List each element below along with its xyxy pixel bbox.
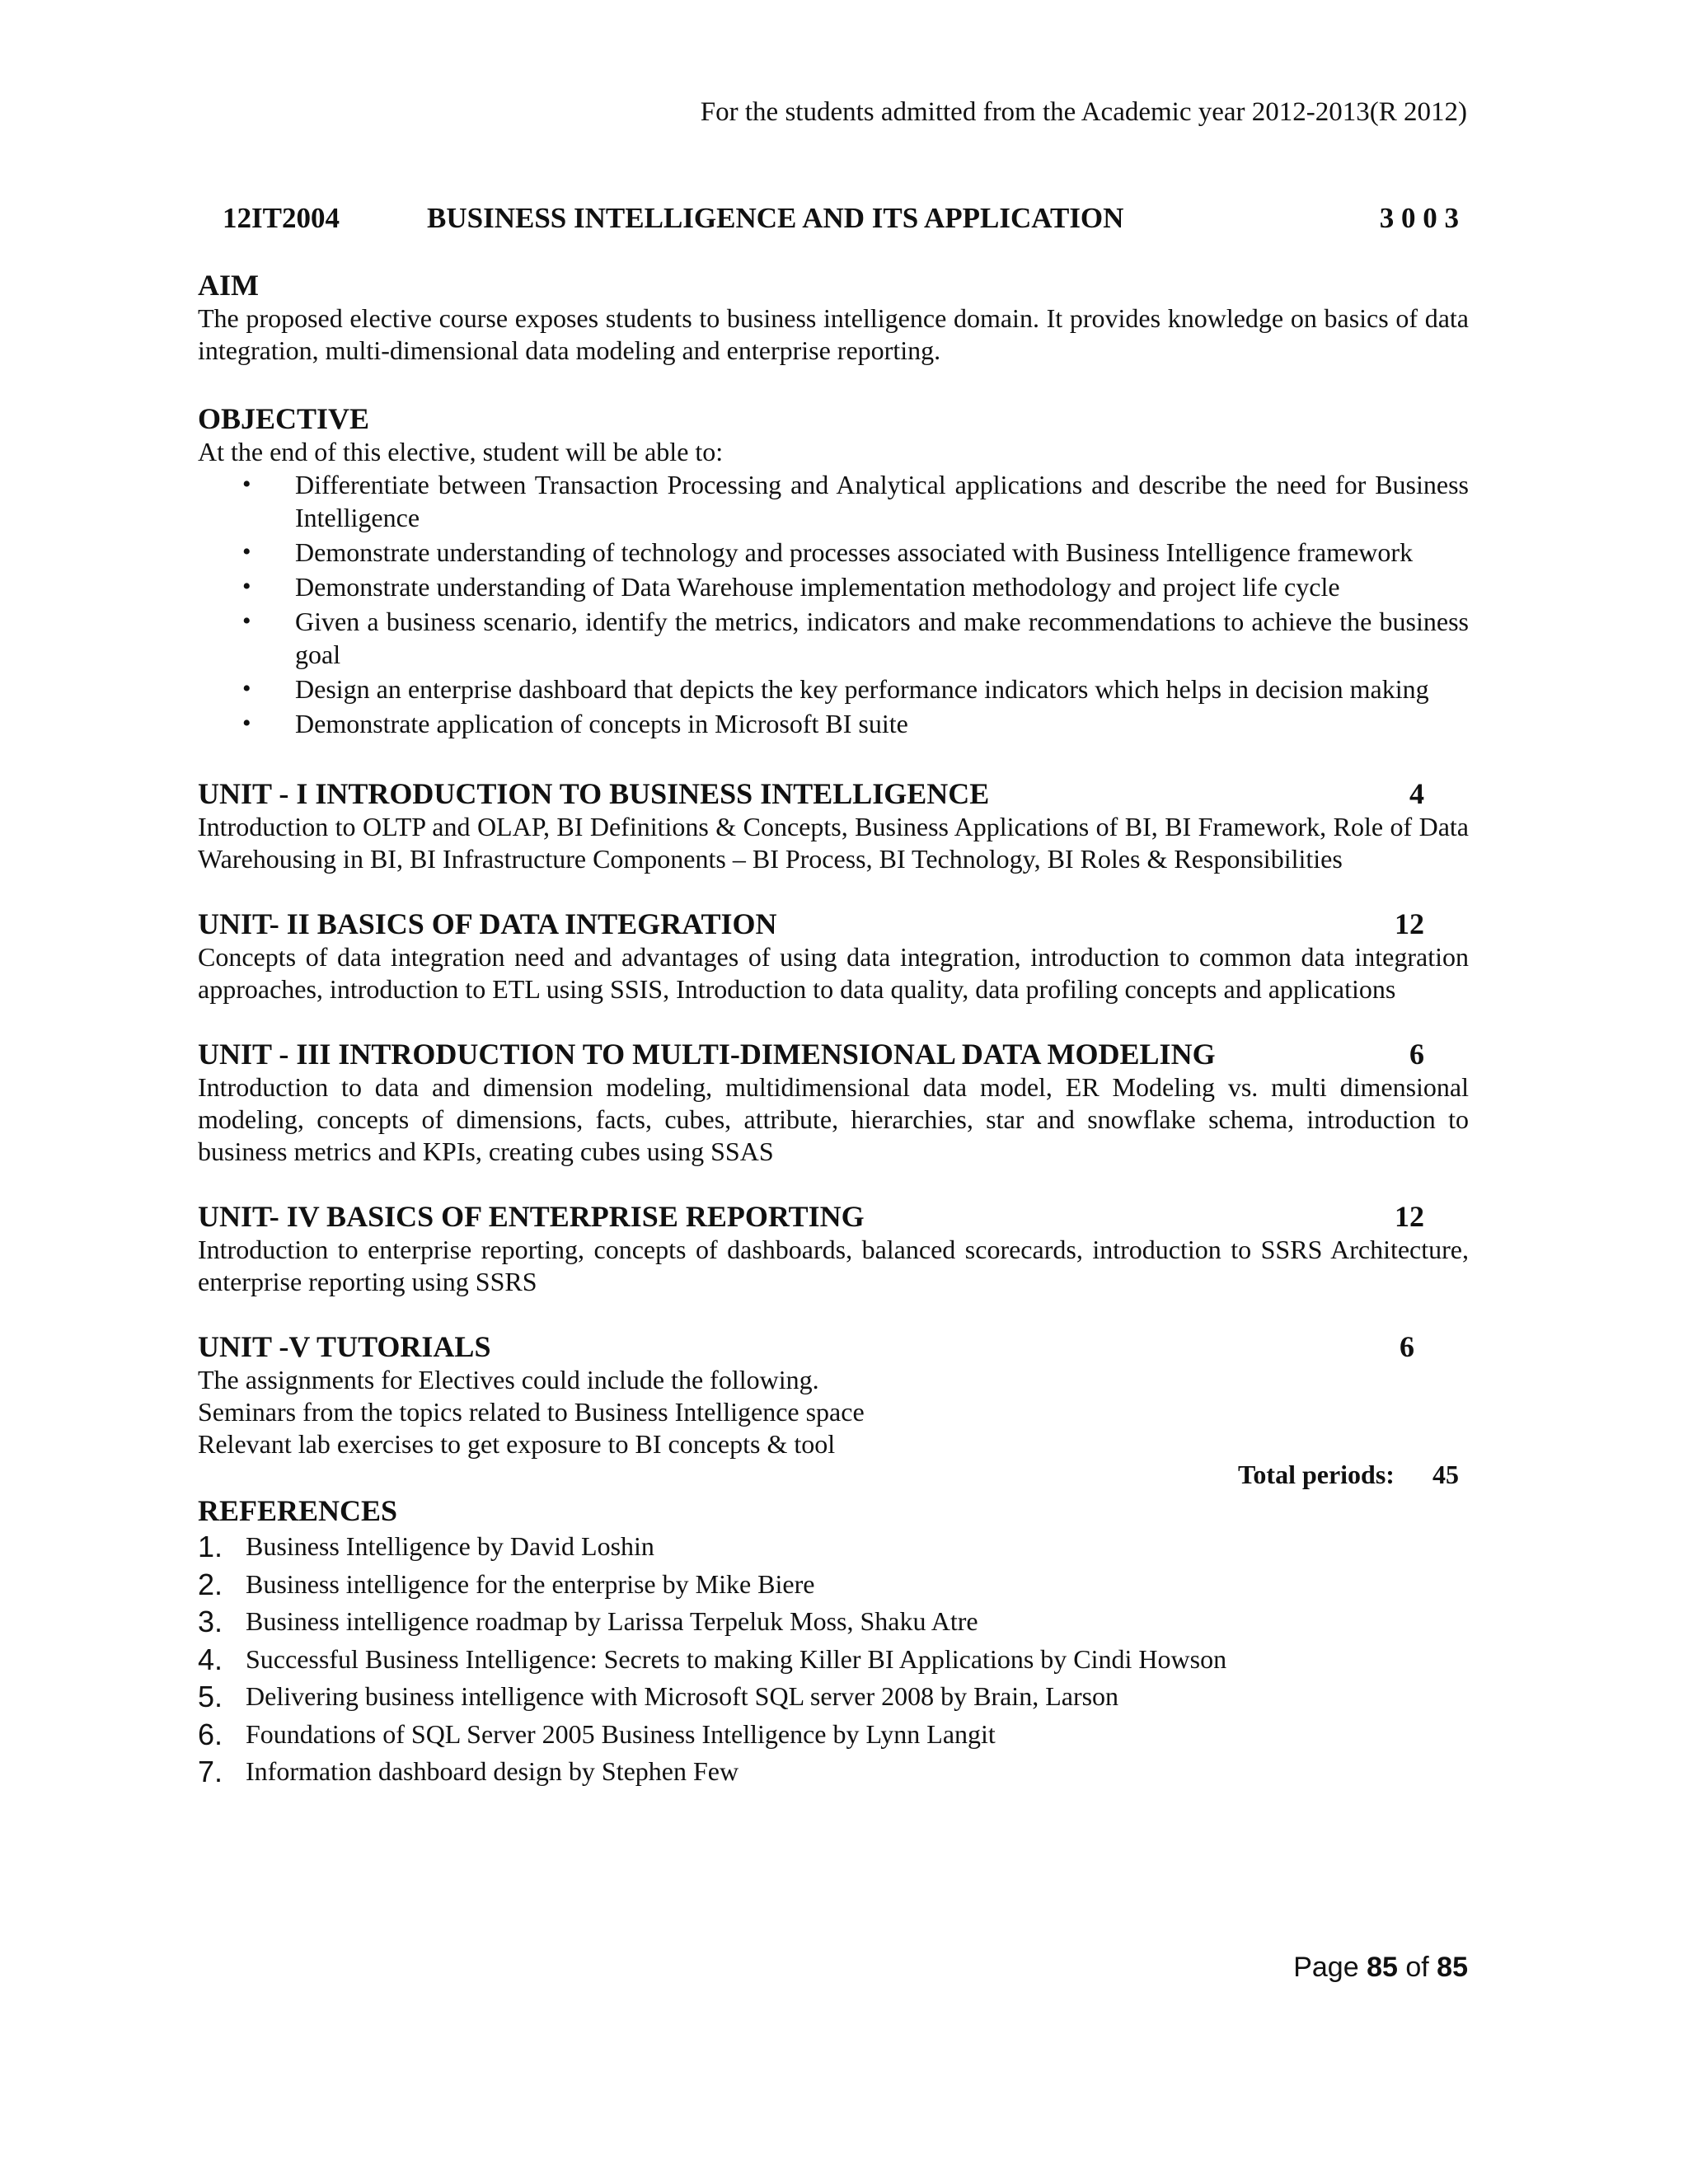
reference-list xyxy=(198,1528,1469,1791)
reference-item xyxy=(198,1678,1469,1716)
current-page: 85 xyxy=(1367,1952,1398,1983)
objective-heading: OBJECTIVE xyxy=(198,402,370,435)
objective-list xyxy=(198,468,1469,740)
bullet-icon: • xyxy=(242,607,251,635)
of-word: of xyxy=(1405,1952,1429,1983)
objective-item xyxy=(198,536,1469,569)
unit-1-heading xyxy=(198,776,1469,811)
unit-1-content: Introduction to OLTP and OLAP, BI Definitions & Concepts, Business Applications of BI, BI Framework, Role of Data Warehousing in BI, BI Infrastructure Components – BI Process, BI Technology, BI Roles & Responsibilities xyxy=(198,812,1469,874)
unit-title: UNIT- II BASICS OF DATA INTEGRATION xyxy=(198,907,777,940)
objective-item xyxy=(198,673,1469,705)
unit-title: UNIT - I INTRODUCTION TO BUSINESS INTELLIGENCE xyxy=(198,777,990,810)
objective-item xyxy=(198,707,1469,740)
page-number xyxy=(1293,1952,1468,1984)
reference-item xyxy=(198,1528,1469,1566)
reference-text: Business intelligence roadmap by Larissa Terpeluk Moss, Shaku Atre xyxy=(246,1606,978,1636)
bullet-icon: • xyxy=(242,710,251,737)
unit-5-heading xyxy=(198,1329,1469,1364)
unit-2-content: Concepts of data integration need and advantages of using data integration, introduction to common data integration approaches, introduction to ETL using SSIS, Introduction to data quality, data profiling concepts and applications xyxy=(198,942,1469,1004)
reference-item xyxy=(198,1753,1469,1791)
unit-4-heading xyxy=(198,1199,1469,1234)
unit-5-line: Relevant lab exercises to get exposure to BI concepts & tool xyxy=(198,1429,836,1459)
unit-title: UNIT - III INTRODUCTION TO MULTI-DIMENSIONAL DATA MODELING xyxy=(198,1038,1216,1071)
objective-item xyxy=(198,570,1469,603)
reference-text: Information dashboard design by Stephen Few xyxy=(246,1756,739,1786)
total-periods-value: 45 xyxy=(1432,1460,1459,1489)
reference-number: 2. xyxy=(198,1567,223,1601)
references-heading: REFERENCES xyxy=(198,1494,398,1527)
page-word: Page xyxy=(1293,1952,1359,1983)
objective-text: Differentiate between Transaction Processing and Analytical applications and describe the need for Business Intelligence xyxy=(295,470,1469,532)
total-pages: 85 xyxy=(1437,1952,1468,1983)
bullet-icon: • xyxy=(242,573,251,600)
course-code: 12IT2004 xyxy=(223,202,340,234)
bullet-icon: • xyxy=(242,675,251,702)
reference-number: 7. xyxy=(198,1755,223,1788)
aim-heading: AIM xyxy=(198,269,259,302)
unit-2-heading xyxy=(198,907,1469,941)
objective-text: Demonstrate understanding of Data Warehouse implementation methodology and project life cycle xyxy=(295,572,1340,602)
unit-title: UNIT -V TUTORIALS xyxy=(198,1330,491,1363)
reference-text: Delivering business intelligence with Microsoft SQL server 2008 by Brain, Larson xyxy=(246,1681,1119,1711)
objective-text: Design an enterprise dashboard that depicts the key performance indicators which helps in decision making xyxy=(295,674,1429,704)
unit-5-line: The assignments for Electives could include the following. xyxy=(198,1365,819,1394)
objective-text: Demonstrate understanding of technology and processes associated with Business Intelligence framework xyxy=(295,537,1414,567)
reference-number: 1. xyxy=(198,1530,223,1563)
unit-3-content: Introduction to data and dimension modeling, multidimensional data model, ER Modeling vs. multi dimensional modeling, concepts of dimensions, facts, cubes, attribute, hierarchies, star and snowflake schema, introduction to business metrics and KPIs, creating cubes using SSAS xyxy=(198,1072,1469,1166)
course-title: BUSINESS INTELLIGENCE AND ITS APPLICATION xyxy=(427,202,1124,234)
unit-hours: 12 xyxy=(1395,907,1424,940)
bullet-icon: • xyxy=(242,471,251,498)
syllabus-content xyxy=(198,268,1469,1791)
reference-item xyxy=(198,1716,1469,1754)
unit-hours: 6 xyxy=(1400,1330,1414,1363)
objective-intro: At the end of this elective, student will be able to: xyxy=(198,437,724,466)
objective-item xyxy=(198,605,1469,671)
unit-4-content: Introduction to enterprise reporting, concepts of dashboards, balanced scorecards, introduction to SSRS Architecture, enterprise reporting using SSRS xyxy=(198,1235,1469,1296)
reference-text: Successful Business Intelligence: Secrets to making Killer BI Applications by Cindi Howson xyxy=(246,1643,1227,1674)
reference-text: Business Intelligence by David Loshin xyxy=(246,1531,654,1561)
unit-hours: 6 xyxy=(1409,1038,1424,1071)
reference-number: 6. xyxy=(198,1717,223,1751)
aim-text: The proposed elective course exposes students to business intelligence domain. It provides knowledge on basics of data integration, multi-dimensional data modeling and enterprise reporting. xyxy=(198,303,1469,365)
objective-item xyxy=(198,468,1469,534)
unit-hours: 12 xyxy=(1395,1200,1424,1233)
objective-text: Given a business scenario, identify the metrics, indicators and make recommendations to achieve the business goal xyxy=(295,607,1469,669)
reference-item xyxy=(198,1566,1469,1604)
unit-title: UNIT- IV BASICS OF ENTERPRISE REPORTING xyxy=(198,1200,865,1233)
unit-hours: 4 xyxy=(1409,777,1424,810)
admission-note: For the students admitted from the Academic year 2012-2013(R 2012) xyxy=(700,97,1467,127)
reference-item xyxy=(198,1641,1469,1679)
reference-number: 4. xyxy=(198,1642,223,1676)
reference-item xyxy=(198,1603,1469,1641)
reference-number: 5. xyxy=(198,1680,223,1713)
bullet-icon: • xyxy=(242,538,251,565)
unit-3-heading xyxy=(198,1037,1469,1071)
course-credits: 3 0 0 3 xyxy=(1379,202,1459,234)
unit-5-line: Seminars from the topics related to Business Intelligence space xyxy=(198,1397,865,1427)
total-periods xyxy=(198,1460,1469,1493)
objective-text: Demonstrate application of concepts in Microsoft BI suite xyxy=(295,709,908,738)
reference-text: Business intelligence for the enterprise by Mike Biere xyxy=(246,1568,815,1599)
reference-number: 3. xyxy=(198,1605,223,1638)
reference-text: Foundations of SQL Server 2005 Business Intelligence by Lynn Langit xyxy=(246,1718,996,1749)
total-periods-label: Total periods: xyxy=(1238,1460,1395,1489)
